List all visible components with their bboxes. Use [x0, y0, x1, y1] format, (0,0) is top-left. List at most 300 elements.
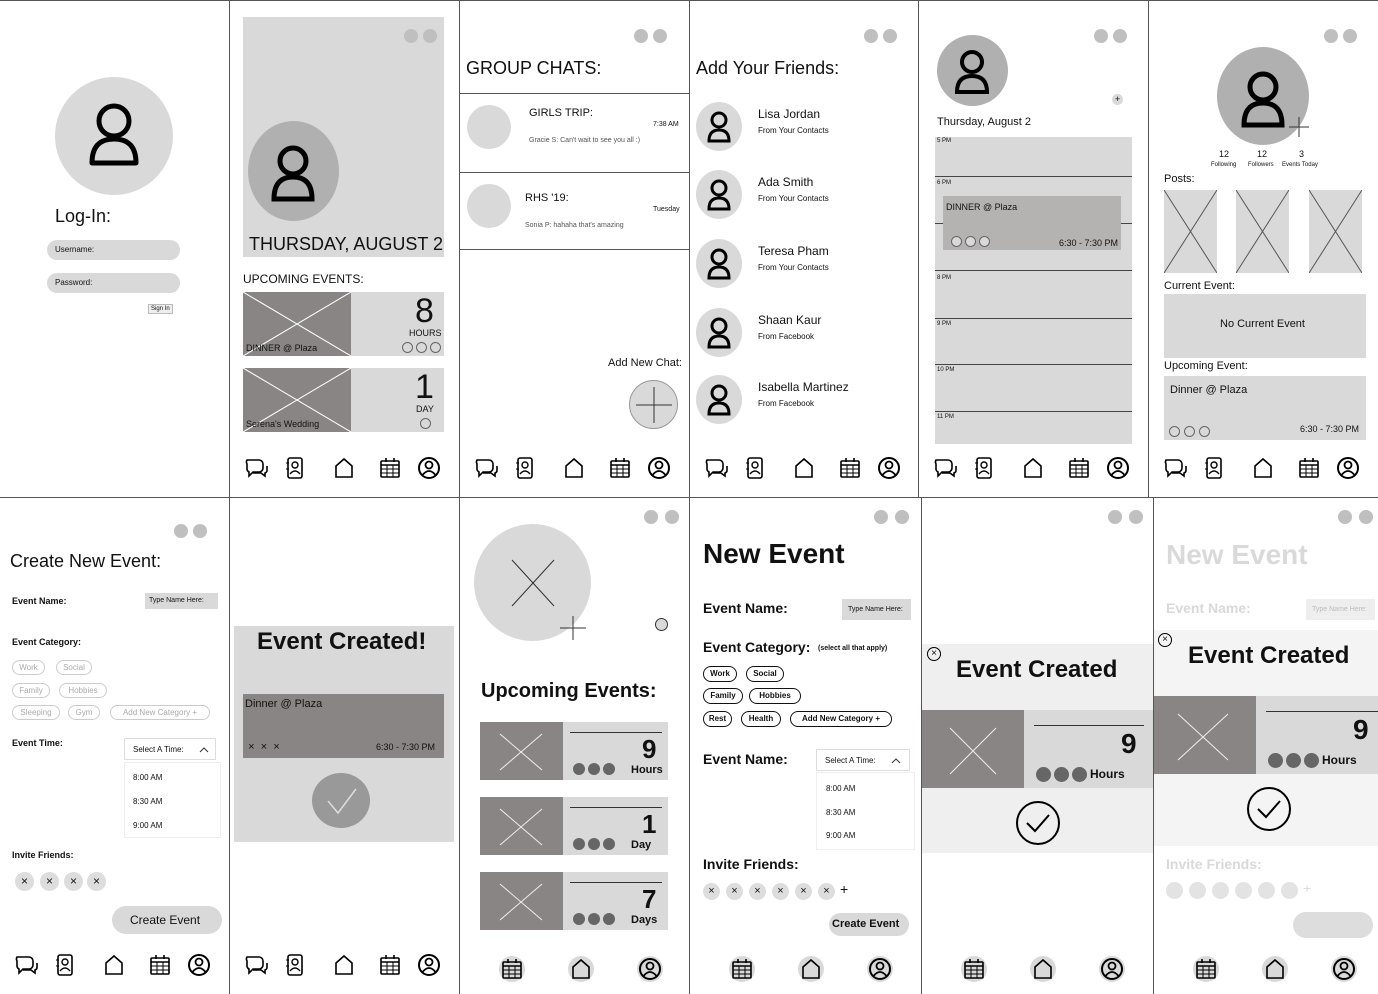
user-icon — [696, 239, 742, 288]
page-title: Add Your Friends: — [696, 58, 840, 78]
stat-label: Events Today — [1282, 162, 1318, 168]
gear-icon[interactable] — [1113, 29, 1127, 43]
friend-icons: × × × — [248, 741, 280, 753]
category-chip[interactable]: Hobbies — [749, 688, 801, 704]
user-icon — [696, 308, 742, 357]
chat-item[interactable] — [460, 93, 689, 173]
contacts-icon[interactable] — [282, 455, 308, 481]
friend-name: Lisa Jordan — [758, 107, 821, 121]
chat-message: Gracie S: Can't wait to see you all :) — [529, 137, 641, 144]
chat-icon[interactable] — [243, 952, 269, 978]
friend-dot — [573, 913, 585, 925]
hour-label: 10 PM — [937, 367, 955, 373]
home-screen — [230, 1, 459, 497]
friend-source: From Facebook — [758, 332, 815, 341]
friend-dot — [603, 763, 615, 775]
check-icon — [1018, 803, 1058, 843]
calendar-icon[interactable] — [377, 952, 403, 978]
hour-label: 11 PM — [937, 414, 954, 420]
gear-icon[interactable] — [895, 510, 909, 524]
chat-icon[interactable] — [13, 952, 39, 978]
bell-icon[interactable] — [404, 29, 418, 43]
gear-icon[interactable] — [653, 29, 667, 43]
profile-icon[interactable] — [416, 952, 442, 978]
category-chip[interactable]: Family — [703, 688, 743, 704]
event-count: 9 — [1121, 728, 1137, 759]
chat-icon[interactable] — [1162, 455, 1188, 481]
user-icon — [1217, 47, 1309, 145]
time-option[interactable]: 8:30 AM — [826, 808, 856, 817]
avatar — [696, 239, 742, 288]
chat-message: Sonia P: hahaha that's amazing — [525, 222, 624, 229]
page-title: Create New Event: — [10, 551, 162, 571]
calendar-event[interactable] — [943, 196, 1121, 250]
new-event-screen — [690, 498, 921, 994]
profile-icon[interactable] — [1105, 455, 1131, 481]
name-label: Event Name: — [12, 596, 67, 606]
home-icon[interactable] — [798, 956, 824, 982]
friend-icon — [951, 236, 962, 247]
home-icon[interactable] — [331, 952, 357, 978]
profile-icon[interactable] — [1335, 455, 1361, 481]
chat-name: RHS '19: — [525, 192, 569, 204]
friend-row[interactable] — [690, 308, 918, 364]
add-friend-icon: + — [1303, 880, 1312, 896]
friend-dot — [603, 838, 615, 850]
category-chip[interactable]: Health — [741, 711, 781, 727]
friend-icon — [1169, 426, 1180, 437]
event-card — [922, 710, 1153, 788]
friend-icon[interactable]: × — [772, 883, 789, 900]
profile-icon[interactable] — [646, 455, 672, 481]
gear-icon[interactable] — [883, 29, 897, 43]
friend-dot — [588, 838, 600, 850]
contacts-icon[interactable] — [282, 952, 308, 978]
event-unit: Hours — [1322, 753, 1357, 767]
upcoming-event-label: Upcoming Event: — [1164, 360, 1248, 372]
friend-name: Teresa Pham — [758, 244, 829, 258]
calendar-icon[interactable] — [147, 952, 173, 978]
group-avatar — [467, 184, 511, 228]
calendar-icon[interactable] — [1066, 455, 1092, 481]
calendar-icon[interactable] — [377, 455, 403, 481]
avatar — [248, 121, 339, 221]
home-icon[interactable] — [1262, 956, 1288, 982]
gear-icon[interactable] — [665, 510, 679, 524]
category-label: Event Category: — [12, 637, 82, 647]
upcoming-events-screen — [460, 498, 689, 994]
event-count: 1 — [642, 809, 657, 839]
add-friends-screen — [690, 1, 918, 497]
password-field[interactable] — [47, 273, 180, 293]
event-image — [480, 872, 563, 930]
create-event-button[interactable] — [829, 913, 909, 936]
friend-source: From Facebook — [758, 399, 815, 408]
calendar-icon[interactable] — [729, 956, 755, 982]
category-note: (select all that apply) — [818, 645, 888, 652]
page-title: Upcoming Events: — [481, 680, 657, 702]
background-name-input — [1306, 599, 1375, 620]
bell-icon[interactable] — [1108, 510, 1122, 524]
time-select[interactable] — [124, 738, 216, 760]
bell-icon[interactable] — [1094, 29, 1108, 43]
chat-icon[interactable] — [243, 455, 269, 481]
friend-dot — [603, 913, 615, 925]
date-heading: Thursday, August 2 — [937, 116, 1031, 128]
hour-label: 6 PM — [937, 180, 952, 186]
event-name-input[interactable] — [842, 599, 911, 620]
stat-label: Following — [1211, 162, 1237, 168]
stat-label: Followers — [1248, 162, 1274, 168]
user-icon — [937, 35, 1008, 106]
event-name: Dinner @ Plaza — [1170, 384, 1248, 396]
event-created-overlay-screen — [1154, 498, 1378, 994]
close-icon[interactable]: × — [927, 647, 941, 661]
contacts-icon[interactable] — [52, 952, 78, 978]
placeholder: Type Name Here: — [848, 606, 903, 613]
upcoming-event-card[interactable] — [1164, 376, 1366, 440]
post-thumbnail[interactable] — [1164, 190, 1217, 273]
contacts-icon[interactable] — [971, 455, 997, 481]
time-option[interactable]: 8:00 AM — [133, 773, 163, 782]
friend-icon[interactable]: × — [795, 883, 812, 900]
calendar-icon[interactable] — [837, 455, 863, 481]
event-count: 8 — [415, 292, 434, 330]
modal-title: Event Created — [1188, 642, 1350, 669]
event-time: 6:30 - 7:30 PM — [1300, 424, 1360, 434]
profile-icon[interactable] — [876, 455, 902, 481]
friend-icon — [965, 236, 976, 247]
friend-icon — [979, 236, 990, 247]
gear-icon[interactable] — [423, 29, 437, 43]
calendar-icon[interactable] — [961, 956, 987, 982]
friend-icon — [1199, 426, 1210, 437]
current-event-card — [1164, 294, 1366, 358]
calendar-icon[interactable] — [607, 455, 633, 481]
check-button[interactable] — [1016, 801, 1060, 845]
event-count: 9 — [1353, 714, 1369, 745]
friend-icon[interactable]: × — [749, 883, 766, 900]
check-icon — [312, 773, 370, 828]
check-button[interactable] — [1247, 787, 1291, 831]
add-friend-icon[interactable]: + — [840, 881, 849, 897]
chat-icon[interactable] — [703, 455, 729, 481]
chevron-up-icon — [891, 757, 901, 765]
calendar-icon[interactable] — [1296, 455, 1322, 481]
background-invite-label: Invite Friends: — [1166, 856, 1262, 872]
friend-row[interactable] — [690, 170, 918, 226]
chat-time: 7:38 AM — [653, 121, 679, 128]
friend-dot — [588, 763, 600, 775]
bell-icon[interactable] — [864, 29, 878, 43]
avatar — [696, 170, 742, 219]
profile-icon[interactable] — [1331, 956, 1357, 982]
contacts-icon[interactable] — [512, 455, 538, 481]
user-icon — [696, 375, 742, 424]
calendar-icon[interactable] — [499, 956, 525, 982]
home-icon[interactable] — [331, 455, 357, 481]
avatar — [696, 102, 742, 151]
home-icon[interactable] — [1030, 956, 1056, 982]
bell-icon[interactable] — [874, 510, 888, 524]
friend-icon — [1184, 426, 1195, 437]
bell-icon[interactable] — [174, 524, 188, 538]
user-icon — [55, 77, 173, 195]
chevron-up-icon — [199, 746, 209, 754]
event-image — [480, 722, 563, 780]
gear-icon[interactable] — [1359, 510, 1373, 524]
event-card[interactable] — [243, 292, 444, 356]
placeholder: Type Name Here: — [1312, 606, 1367, 613]
plus-icon — [630, 381, 679, 430]
add-icon[interactable]: + — [1112, 94, 1123, 105]
event-name: Serena's Wedding — [246, 419, 320, 429]
friend-dot — [573, 763, 585, 775]
post-thumbnail[interactable] — [1309, 190, 1362, 273]
event-unit: Days — [631, 914, 658, 926]
bell-icon[interactable] — [1338, 510, 1352, 524]
avatar — [696, 308, 742, 357]
friend-icon — [420, 418, 431, 429]
calendar-screen — [919, 1, 1148, 497]
gear-icon[interactable] — [1343, 29, 1357, 43]
avatar — [937, 35, 1008, 106]
time-label: Event Time: — [12, 738, 63, 748]
posts-label: Posts: — [1164, 173, 1195, 185]
user-icon — [696, 102, 742, 151]
friend-dot — [588, 913, 600, 925]
upcoming-label: UPCOMING EVENTS: — [243, 272, 364, 286]
username-placeholder: Username: — [55, 245, 95, 254]
time-option[interactable]: 8:30 AM — [133, 797, 163, 806]
button-label: Create Event — [130, 913, 201, 927]
day-schedule — [935, 137, 1132, 444]
friend-icon[interactable]: × — [726, 883, 743, 900]
chat-item[interactable] — [460, 172, 689, 250]
friend-row[interactable] — [690, 239, 918, 295]
friend-icon[interactable]: × — [64, 872, 83, 891]
stat-value: 12 — [1257, 149, 1268, 159]
home-icon[interactable] — [561, 455, 587, 481]
category-chip[interactable]: Work — [12, 660, 45, 675]
friend-icon — [402, 342, 413, 353]
category-chip[interactable]: Gym — [68, 705, 100, 720]
name-label: Event Name: — [703, 600, 788, 616]
friend-source: From Your Contacts — [758, 194, 829, 203]
friend-icon[interactable]: × — [818, 883, 835, 900]
event-image — [922, 710, 1024, 788]
avatar — [696, 375, 742, 424]
close-icon[interactable]: × — [1158, 633, 1172, 647]
background-button — [1293, 912, 1373, 938]
modal-title: Event Created — [956, 656, 1118, 683]
category-chip[interactable]: Add New Category + — [110, 705, 210, 720]
category-chip[interactable]: Family — [12, 683, 50, 698]
friend-icon[interactable]: × — [15, 872, 34, 891]
event-name: DINNER @ Plaza — [246, 343, 318, 353]
time-dropdown — [816, 772, 915, 850]
hour-label: 9 PM — [937, 321, 952, 327]
password-placeholder: Password: — [55, 278, 93, 287]
friend-icon — [430, 342, 441, 353]
username-field[interactable] — [47, 240, 180, 260]
current-event-label: Current Event: — [1164, 280, 1235, 292]
friend-name: Ada Smith — [758, 175, 814, 189]
chat-name: GIRLS TRIP: — [529, 107, 593, 119]
bell-icon[interactable] — [634, 29, 648, 43]
event-created-modal-screen — [922, 498, 1153, 994]
avatar — [1217, 47, 1309, 145]
time-option[interactable]: 9:00 AM — [133, 821, 163, 830]
friend-source: From Your Contacts — [758, 126, 829, 135]
event-name: DINNER @ Plaza — [946, 202, 1018, 212]
home-icon[interactable] — [1250, 455, 1276, 481]
event-unit: Hours — [1090, 767, 1125, 781]
profile-icon[interactable] — [1099, 956, 1125, 982]
friend-name: Shaan Kaur — [758, 313, 822, 327]
create-event-button[interactable] — [112, 906, 222, 934]
home-icon[interactable] — [568, 956, 594, 982]
event-count: 1 — [415, 368, 434, 406]
chat-icon[interactable] — [932, 455, 958, 481]
background-name-label: Event Name: — [1166, 600, 1251, 616]
friend-icon — [1281, 882, 1298, 899]
home-icon[interactable] — [791, 455, 817, 481]
friend-icon — [1212, 882, 1229, 899]
event-image-placeholder — [474, 524, 591, 641]
category-chip[interactable]: Work — [703, 666, 737, 682]
contacts-icon[interactable] — [1201, 455, 1227, 481]
gear-icon[interactable] — [1129, 510, 1143, 524]
friend-source: From Your Contacts — [758, 263, 829, 272]
event-card[interactable] — [480, 797, 668, 855]
sign-in-button[interactable]: Sign In — [148, 304, 173, 314]
event-count: 9 — [642, 734, 657, 764]
friend-icon — [416, 342, 427, 353]
friend-icon — [1166, 882, 1183, 899]
add-chat-label: Add New Chat: — [608, 357, 682, 369]
placeholder: Type Name Here: — [149, 597, 204, 604]
select-label: Select A Time: — [825, 756, 876, 765]
event-time: 6:30 - 7:30 PM — [1059, 238, 1119, 248]
friend-icon — [1189, 882, 1206, 899]
home-icon[interactable] — [1020, 455, 1046, 481]
confirmation-title: Event Created! — [257, 628, 427, 655]
event-created-screen — [230, 498, 459, 994]
time-select[interactable] — [816, 749, 910, 771]
bell-icon[interactable] — [644, 510, 658, 524]
hour-label: 8 PM — [937, 275, 952, 281]
bell-icon[interactable] — [1324, 29, 1338, 43]
profile-icon[interactable] — [637, 956, 663, 982]
event-time: 6:30 - 7:30 PM — [376, 742, 436, 752]
no-event-text: No Current Event — [1220, 318, 1305, 330]
user-icon — [696, 170, 742, 219]
category-chip[interactable]: Rest — [703, 711, 732, 727]
button-label: Create Event — [832, 918, 900, 930]
login-screen — [0, 1, 229, 497]
gear-icon[interactable] — [193, 524, 207, 538]
event-card — [1154, 696, 1378, 774]
event-card[interactable] — [480, 872, 668, 930]
time-dropdown — [124, 762, 221, 838]
friend-icon[interactable]: × — [40, 872, 59, 891]
background-title: New Event — [1166, 539, 1308, 570]
stat-value: 12 — [1219, 149, 1230, 159]
profile-icon[interactable] — [186, 952, 212, 978]
event-image — [480, 797, 563, 855]
time-option[interactable]: 8:00 AM — [826, 784, 856, 793]
event-card — [243, 694, 444, 758]
event-name-input[interactable] — [145, 593, 218, 609]
login-title: Log-In: — [55, 206, 112, 226]
category-chip[interactable]: Sleeping — [12, 705, 60, 720]
friend-icon[interactable]: × — [87, 872, 106, 891]
friend-dot — [573, 838, 585, 850]
home-icon[interactable] — [101, 952, 127, 978]
avatar — [55, 77, 173, 195]
add-chat-button[interactable] — [629, 380, 678, 429]
event-card[interactable] — [480, 722, 668, 780]
event-name: Dinner @ Plaza — [245, 698, 323, 710]
event-unit: DAY — [416, 404, 434, 414]
category-chip[interactable]: Add New Category + — [790, 711, 892, 727]
group-avatar — [467, 105, 511, 149]
friend-icon — [1235, 882, 1252, 899]
friend-row[interactable] — [690, 102, 918, 158]
add-icon[interactable] — [655, 618, 668, 631]
event-unit: Day — [631, 839, 652, 851]
friend-icon — [1258, 882, 1275, 899]
category-chip[interactable]: Hobbies — [59, 683, 107, 698]
time-label: Event Name: — [703, 751, 788, 767]
calendar-icon[interactable] — [1193, 956, 1219, 982]
user-icon — [248, 121, 339, 221]
category-chip[interactable]: Social — [746, 666, 784, 682]
check-icon — [1249, 789, 1289, 829]
event-image — [1154, 696, 1256, 774]
event-unit: Hours — [631, 764, 663, 776]
contacts-icon[interactable] — [742, 455, 768, 481]
friend-icon[interactable]: × — [703, 883, 720, 900]
event-unit: HOURS — [409, 328, 442, 338]
group-chats-screen — [460, 1, 689, 497]
stat-value: 3 — [1299, 149, 1305, 159]
profile-screen — [1149, 1, 1378, 497]
post-thumbnail[interactable] — [1236, 190, 1289, 273]
category-label: Event Category: — [703, 639, 811, 655]
page-title: New Event — [703, 538, 845, 569]
select-label: Select A Time: — [133, 745, 184, 754]
event-card[interactable] — [243, 368, 444, 432]
create-event-screen — [0, 498, 229, 994]
friend-row[interactable] — [690, 375, 918, 431]
invite-label: Invite Friends: — [703, 856, 799, 872]
category-chip[interactable]: Social — [56, 660, 92, 675]
check-button[interactable] — [312, 773, 370, 828]
chat-time: Tuesday — [653, 206, 680, 213]
friend-name: Isabella Martinez — [758, 380, 849, 394]
hour-label: 5 PM — [937, 138, 952, 144]
event-count: 7 — [642, 884, 657, 914]
date-heading: THURSDAY, AUGUST 2 — [249, 234, 444, 254]
page-title: GROUP CHATS: — [466, 58, 602, 78]
chat-icon[interactable] — [473, 455, 499, 481]
profile-icon[interactable] — [867, 956, 893, 982]
invite-label: Invite Friends: — [12, 850, 74, 860]
time-option[interactable]: 9:00 AM — [826, 831, 856, 840]
profile-icon[interactable] — [416, 455, 442, 481]
